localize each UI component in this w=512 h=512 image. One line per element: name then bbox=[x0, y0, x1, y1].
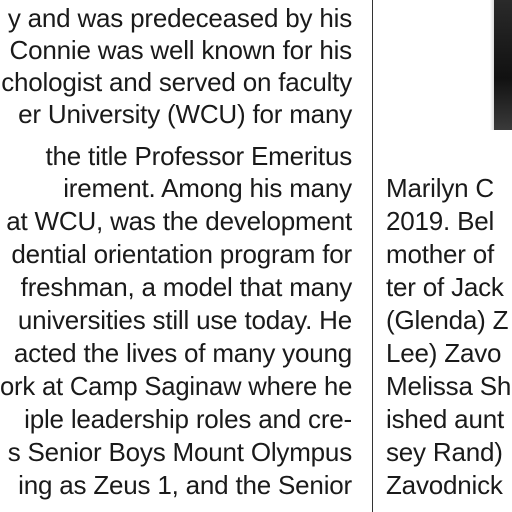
text-line: acted the lives of many young bbox=[13, 338, 352, 368]
text-line: freshman, a model that many bbox=[20, 272, 352, 302]
obituary-text-column-right bbox=[378, 0, 512, 512]
text-line: dential orientation program for bbox=[11, 239, 352, 269]
portrait-photo-icon bbox=[494, 0, 512, 130]
text-line: ork at Camp Saginaw where he bbox=[0, 371, 352, 401]
text-line: iple leadership roles and cre- bbox=[24, 404, 352, 434]
text-line: Lee) Zavo bbox=[386, 338, 502, 368]
text-line: s Senior Boys Mount Olympus bbox=[7, 437, 352, 467]
text-line: mother of bbox=[386, 239, 495, 269]
text-line: sey Rand) bbox=[386, 437, 503, 467]
text-line: ing as Zeus 1, and the Senior bbox=[18, 470, 352, 500]
text-line: Connie was well known for his bbox=[9, 35, 352, 65]
column-divider bbox=[372, 0, 373, 512]
text-line: ter of Jack bbox=[386, 272, 504, 302]
text-line: (Glenda) Z bbox=[386, 305, 509, 335]
text-line: Marilyn C bbox=[386, 173, 494, 203]
text-line: ished aunt bbox=[386, 404, 504, 434]
text-line: Melissa Sh bbox=[386, 371, 512, 401]
text-line: Zavodnick bbox=[386, 470, 503, 500]
text-line: y and was predeceased by his bbox=[7, 3, 352, 33]
text-line: universities still use today. He bbox=[17, 305, 352, 335]
text-line: irement. Among his many bbox=[63, 173, 352, 203]
text-line: chologist and served on faculty bbox=[1, 67, 352, 97]
text-line: 2019. Bel bbox=[386, 206, 495, 236]
text-line: the title Professor Emeritus bbox=[45, 141, 352, 171]
text-line: er University (WCU) for many bbox=[18, 99, 352, 129]
text-line: at WCU, was the development bbox=[6, 206, 352, 236]
